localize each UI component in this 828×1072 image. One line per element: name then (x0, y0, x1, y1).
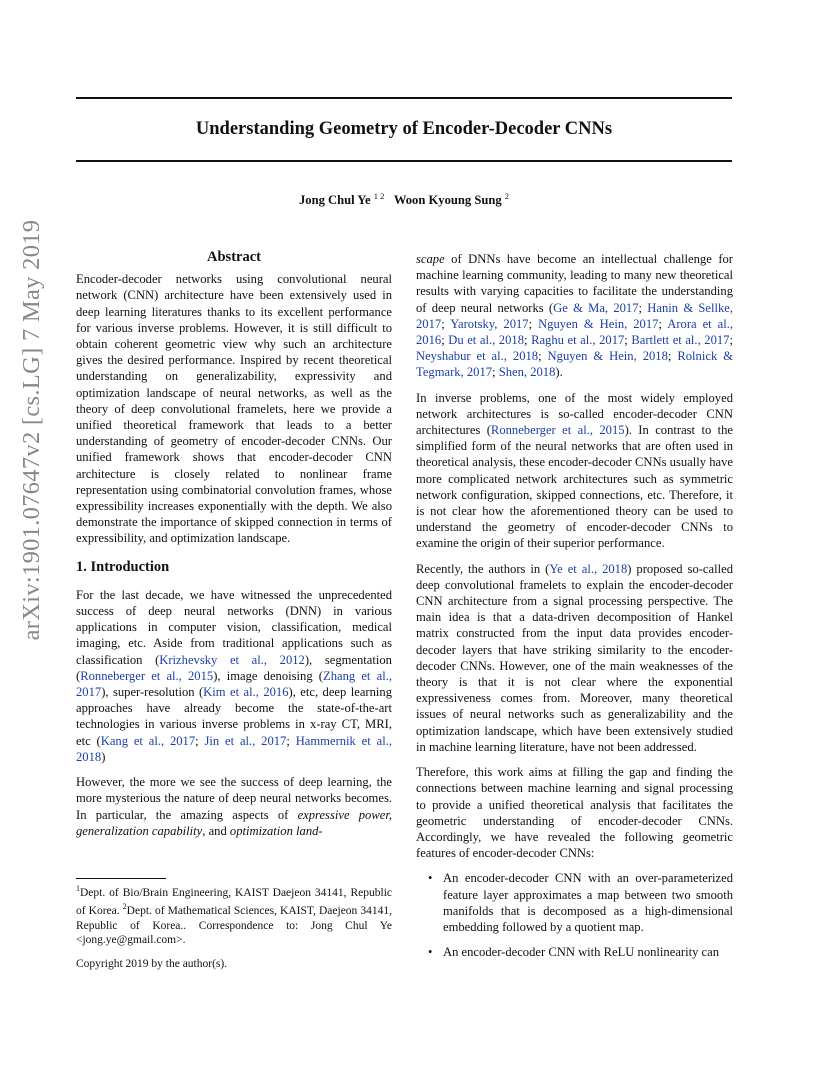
citation-link[interactable]: Neyshabur et al., 2018 (416, 349, 539, 364)
citation-link[interactable]: Ge & Ma, 2017 (553, 300, 639, 315)
citation-link[interactable]: Krizhevsky et al., 2012 (159, 652, 305, 667)
list-item: • An encoder-decoder CNN with an over-parameterized feature layer approximates a map between two smooth manifolds that is decomposed as a high-dimensional embedding followed by a quotient map. (428, 871, 733, 934)
bullet-icon: • (428, 871, 433, 886)
citation-link[interactable]: Ye et al., 2018 (549, 561, 628, 576)
right-column (416, 251, 733, 969)
list-item: • An encoder-decoder CNN with ReLU nonlinearity can (428, 945, 720, 960)
footnote-affiliation-2: Dept. of Mathematical Sciences, KAIST, Daejeon 34141, Republic of Korea.. Correspondence to: Jong Chul Ye <jong.ye@gmail.com>. (76, 905, 392, 947)
citation-link[interactable]: Raghu et al., 2017 (531, 333, 625, 348)
author-1-name: Jong Chul Ye (298, 193, 371, 208)
citation-link[interactable]: Zhang et al., 2017 (76, 668, 392, 700)
feature-list (416, 870, 733, 960)
title-bottom-rule (76, 160, 732, 162)
author-2-name: Woon Kyoung Sung (393, 193, 502, 208)
author-2-affiliation: 2 (504, 191, 510, 201)
footnote-rule (76, 878, 166, 879)
right-paragraph-2: In inverse problems, one of the most widely employed network architectures is so-called encoder-decoder CNN architectures (Ronneberger et al., 2015). In contrast to the simplified form of the neural networks that are often used in theoretical analysis, these encoder-decoder CNNs usually have more complicated network architectures such as symmetric network configuration, skipped connections, etc. Therefore, it is not clear how the aforementioned theory can be used to understand the geometry of encoder-decoder CNNs to examine the origin of their superior performance. (416, 390, 734, 551)
abstract-heading: Abstract (207, 249, 261, 265)
citation-link[interactable]: Ronneberger et al., 2015 (490, 423, 625, 438)
citation-link[interactable]: Yarotsky, 2017 (450, 316, 529, 331)
citation-link[interactable]: Nguyen & Hein, 2017 (538, 316, 659, 331)
copyright-notice: Copyright 2019 by the author(s). (76, 958, 228, 970)
top-rule (76, 97, 732, 99)
citation-link[interactable]: Arora et al., 2016 (416, 316, 734, 348)
citation-link[interactable]: Ronneberger et al., 2015 (80, 668, 214, 683)
citation-link[interactable]: Bartlett et al., 2017 (631, 333, 730, 348)
paper-title: Understanding Geometry of Encoder-Decoder CNNs (195, 119, 613, 139)
citation-link[interactable]: Rolnick & Tegmark, 2017 (416, 349, 733, 380)
abstract-text: Encoder-decoder networks using convolutional neural network (CNN) architecture have been extensively used in deep learning literatures thanks to its excellent performance for various inverse problems. However, it is still difficult to obtain coherent geometric view why such an architecture gives the desired performance. Inspired by recent theoretical understanding on generalizability, expressivity and optimization landscape of neural networks, as well as the theory of deep convolutional framelets, here we provide a unified theoretical framework that leads to a better understanding of geometry of encoder-decoder CNNs. Our unified framework shows that encoder-decoder CNN architecture is closely related to nonlinear frame representation using combinatorial convolution frames, whose expressibility increases exponentially with the depth. We also demonstrate the importance of skipped connection in terms of expressibility, and optimization landscape. (76, 272, 392, 546)
intro-paragraph-1: For the last decade, we have witnessed the unprecedented success of deep neural networks (DNN) in various applications in computer vision, classification, medical imaging, etc. Aside from traditional applications such as classification (Krizhevsky et al., 2012), segmentation (Ronneberger et al., 2015), image denoising (Zhang et al., 2017), super-resolution (Kim et al., 2016), etc, deep learning approaches have already become the state-of-the-art technologies in various inverse problems in x-ray CT, MRI, etc (Kang et al., 2017; Jin et al., 2017; Hammernik et al., 2018) (76, 587, 393, 764)
citation-link[interactable]: Hammernik et al., 2018 (76, 733, 392, 764)
citation-link[interactable]: Hanin & Sellke, 2017 (416, 300, 733, 331)
right-paragraph-1: scape of DNNs have become an intellectual challenge for machine learning community, leading to many new theoretical results with varying capacities to facilitate the understanding of deep neural networks (Ge & Ma, 2017; Hanin & Sellke, 2017; Yarotsky, 2017; Nguyen & Hein, 2017; Arora et al., 2016; Du et al., 2018; Raghu et al., 2017; Bartlett et al., 2017; Neyshabur et al., 2018; Nguyen & Hein, 2018; Rolnick & Tegmark, 2017; Shen, 2018). (416, 252, 734, 380)
citation-link[interactable]: Nguyen & Hein, 2018 (547, 349, 668, 364)
citation-link[interactable]: Kim et al., 2016 (203, 685, 289, 700)
introduction-heading: 1. Introduction (76, 558, 170, 575)
author-1-affiliation: 1 2 (373, 191, 385, 201)
citation-link[interactable]: Kang et al., 2017 (100, 733, 196, 748)
left-column (76, 249, 392, 848)
arxiv-stamp: arXiv:1901.07647v2 [cs.LG] 7 May 2019 (18, 219, 45, 641)
right-paragraph-3: Recently, the authors in (Ye et al., 2018) proposed so-called deep convolutional framelets to explain the encoder-decoder CNN architecture from a signal processing perspective. The main idea is that a data-driven decomposition of Hankel matrix constructed from the input data provides encoder-decoder layers that have striking similarity to the encoder-decoder CNNs. However, one of the main weaknesses of the theory is that it is not clear where the exponential expressiveness comes from. Moreover, many theoretical issues of neural networks such as generalizability and the optimization landscape, which have been extensively studied in machine learning literature, have not been addressed. (416, 561, 733, 754)
author-line (76, 191, 732, 208)
footnote-affiliation-1: Dept. of Bio/Brain Engineering, KAIST Daejeon 34141, Republic of Korea. (76, 886, 392, 918)
bullet-icon: • (428, 945, 433, 960)
right-paragraph-4: Therefore, this work aims at filling the gap and finding the connections between machine learning and signal processing to provide a unified theoretical analysis that facilitates the geometric understanding of encoder-decoder CNNs. Accordingly, we have revealed the following geometric features of encoder-decoder CNNs: (416, 765, 733, 861)
intro-paragraph-2: However, the more we see the success of deep learning, the more mysterious the nature of deep neural networks becomes. In particular, the amazing aspects of expressive power, generalization capability, and optimization land- (76, 775, 392, 838)
citation-link[interactable]: Du et al., 2018 (448, 333, 524, 348)
footnotes: $^1$Dept. of Bio/Brain Engineering, KAIST Daejeon 34141, Republic of Korea. $^2$Dept. of Mathematical Sciences, KAIST, Daejeon 34141, Republic of Korea.. Correspondence to: Jong Chul Ye <jong.ye@gmail.com>. (76, 884, 392, 947)
citation-link[interactable]: Jin et al., 2017 (204, 733, 287, 748)
citation-link[interactable]: Shen, 2018 (498, 365, 556, 380)
